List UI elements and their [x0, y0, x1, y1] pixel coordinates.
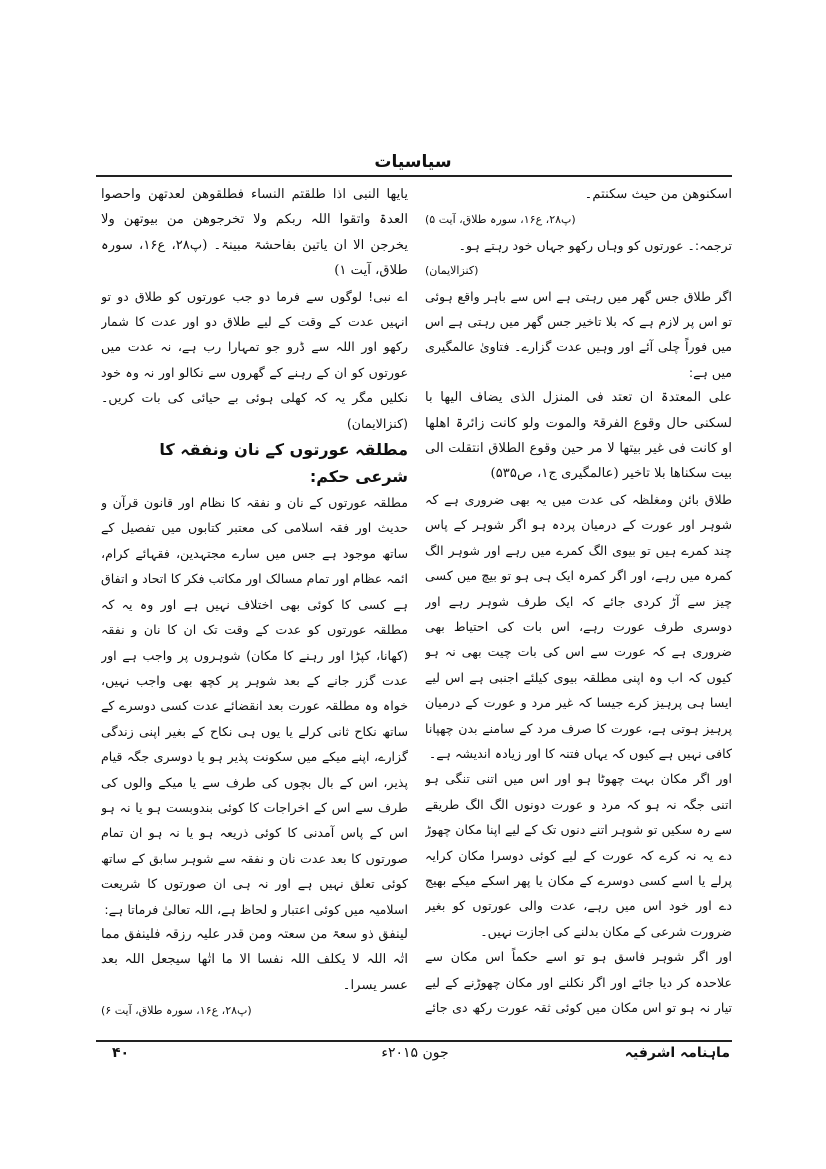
reference-citation: (پ۲۸، ع۱۶، سورہ طلاق، آیت ۵): [425, 213, 576, 227]
footer-date: جون ۲۰۱۵ء: [381, 1045, 449, 1061]
footer-magazine-name: ماہنامہ اشرفیہ: [624, 1045, 730, 1061]
reference-citation: (کنزالایمان): [425, 264, 479, 278]
body-paragraph: اور اگر شوہر فاسق ہو تو اسے حکماً اس مکان سے علاحدہ کر دیا جائے اور اگر نکلنے اور مکان چھوڑنے کے لیے تیار نہ ہو تو اس مکان میں کوئی ثقہ عورت رکھ دی جائے: [425, 949, 732, 1015]
footer-page-number: ۴۰: [112, 1045, 130, 1061]
arabic-quote: لینفق ذو سعۃ من سعتہ ومن قدر علیہ رزقہ فلینفق مما اتٰہ اللہ لا یکلف اللہ نفسا الا ما اتٰھا سیجعل اللہ بعد عسر یسرا۔: [101, 926, 408, 993]
right-column: [425, 182, 732, 1027]
left-column: [101, 182, 408, 1027]
body-paragraph: ترجمہ:۔ عورتوں کو وہاں رکھو جہاں خود رہتے ہو۔: [458, 237, 732, 253]
arabic-quote: علی المعتدۃ ان تعتد فی المنزل الذی یضاف الیھا با لسکنی حال وقوع الفرقۃ والموت ولو کانت زائرۃ اھلھا او کانت فی غیر بیتھا لا مر حین وقوع الطلاق انتقلت الی بیت سکناھا بلا تاخیر (عالمگیری ج۱، ص۵۳۵): [425, 390, 732, 482]
body-paragraph: مطلقہ عورتوں کے نان و نفقہ کا نظام اور قانون قرآن و حدیث اور فقہ اسلامی کی معتبر کتابوں میں تفصیل کے ساتھ موجود ہے جس میں سارے مجتہدین، فقہائے کرام، ائمہ عظام اور تمام مسالک اور مکاتب فکر کا اتحاد و اتفاق ہے کسی کا کوئی بھی اختلاف نہیں ہے اور وہ یہ کہ مطلقہ عورتوں کو عدت کے وقت تک ان کا نان و نفقہ (کھانا، کپڑا اور رہنے کا مکان) شوہروں پر واجب ہے اور عدت گزر جانے کے بعد شوہر پر کچھ بھی واجب نہیں، خواہ وہ مطلقہ عورت بعد انقضائے عدت کسی دوسرے کے ساتھ نکاح ثانی کرلے یا یوں ہی نکاح کے بغیر اپنی زندگی گزارے، اپنے میکے میں سکونت پذیر ہو یا دوسری جگہ قیام پذیر، اس کے بال بچوں کی طرف سے یا میکے والوں کی طرف سے اس کے اخراجات کا کوئی بندوبست ہو یا نہ ہو اس کے پاس آمدنی کا کوئی ذریعہ ہو یا نہ ہو ان تمام صورتوں کا بعد عدت نان و نفقہ سے شوہر سابق کے ساتھ کوئی تعلق نہیں ہے اور نہ ہی ان صورتوں کا شریعت اسلامیہ میں کوئی اعتبار و لحاظ ہے، اللہ تعالیٰ فرماتا ہے:: [101, 495, 408, 917]
footer-divider: [96, 1040, 732, 1042]
arabic-quote: اسکنوھن من حیث سکنتم۔: [584, 187, 732, 202]
body-paragraph: اور اگر مکان بہت چھوٹا ہو اور اس میں اتنی تنگی ہو اتنی جگہ نہ ہو کہ مرد و عورت دونوں الگ الگ طریقے سے رہ سکیں تو شوہر اتنے دنوں تک کے لیے اپنا مکان چھوڑ دے یہ نہ کرے کہ عورت کے لیے کوئی دوسرا مکان کرایہ پرلے یا اسے کسی دوسرے کے مکان یا پھر اسکے میکے بھیج دے اور خود اس میں رہے، عدت والی عورتوں کو بغیر ضرورت شرعی کے مکان بدلنے کی اجازت نہیں۔: [425, 771, 732, 939]
page-header-title: سیاسیات: [374, 152, 452, 172]
body-paragraph: طلاق بائن ومغلظہ کی عدت میں یہ بھی ضروری ہے کہ شوہر اور عورت کے درمیان پردہ ہو اگر شوہر کے پاس چند کمرے ہیں تو بیوی الگ کمرے میں رہے اور شوہر الگ کمرہ میں رہے، اور اگر کمرہ ایک ہی ہو تو بیچ میں کسی چیز سے آڑ کردی جائے کہ ایک طرف شوہر رہے اور دوسری طرف عورت رہے، اس بات کی احتیاط بھی ضروری ہے کہ عورت سے اس کی بات چیت بھی نہ ہو کیوں کہ اب وہ اپنی مطلقہ بیوی کیلئے اجنبی ہے اس لیے ایسا ہی پرہیز کرے جیسا کہ غیر مرد و عورت کے درمیان پرہیز ہوتی ہے، عورت کا صرف مرد کے سامنے بدن چھپانا کافی نہیں ہے کیوں کہ یہاں فتنہ کا اور زیادہ اندیشہ ہے۔: [425, 491, 732, 761]
body-paragraph: [101, 1024, 408, 1027]
body-paragraph: اگر طلاق جس گھر میں رہتی ہے اس سے باہر واقع ہوئی تو اس پر لازم ہے کہ بلا تاخیر جس گھر میں رہتی ہے اس میں فوراً چلی آئے اور وہیں عدت گزارے۔ فتاویٰ عالمگیری میں ہے:: [425, 288, 732, 380]
header-divider: [96, 175, 732, 177]
arabic-quote: یایھا النبی اذا طلقتم النساء فطلقوھن لعدتھن واحصوا العدۃ واتقوا اللہ ربکم ولا تخرجوھن من بیوتھن ولا یخرجن الا ان یاتین بفاحشۃ مبینۃ۔ (پ۲۸، ع۱۶، سورہ طلاق، آیت ۱): [101, 187, 408, 279]
body-paragraph: اے نبی! لوگوں سے فرما دو جب عورتوں کو طلاق دو تو انہیں عدت کے وقت کے لیے طلاق دو اور عدت کا شمار رکھو اور اللہ سے ڈرو جو تمہارا رب ہے، نہ عدت میں عورتوں کو ان کے رہنے کے گھروں سے نکالو اور نہ وہ خود نکلیں مگر یہ کہ کھلی ہوئی بے حیائی کی بات کریں۔ (کنزالایمان): [101, 288, 408, 431]
reference-citation: (پ۲۸، ع۱۶، سورہ طلاق، آیت ۶): [101, 1004, 252, 1018]
section-heading: مطلقہ عورتوں کے نان ونفقہ کا شرعی حکم:: [159, 440, 408, 487]
